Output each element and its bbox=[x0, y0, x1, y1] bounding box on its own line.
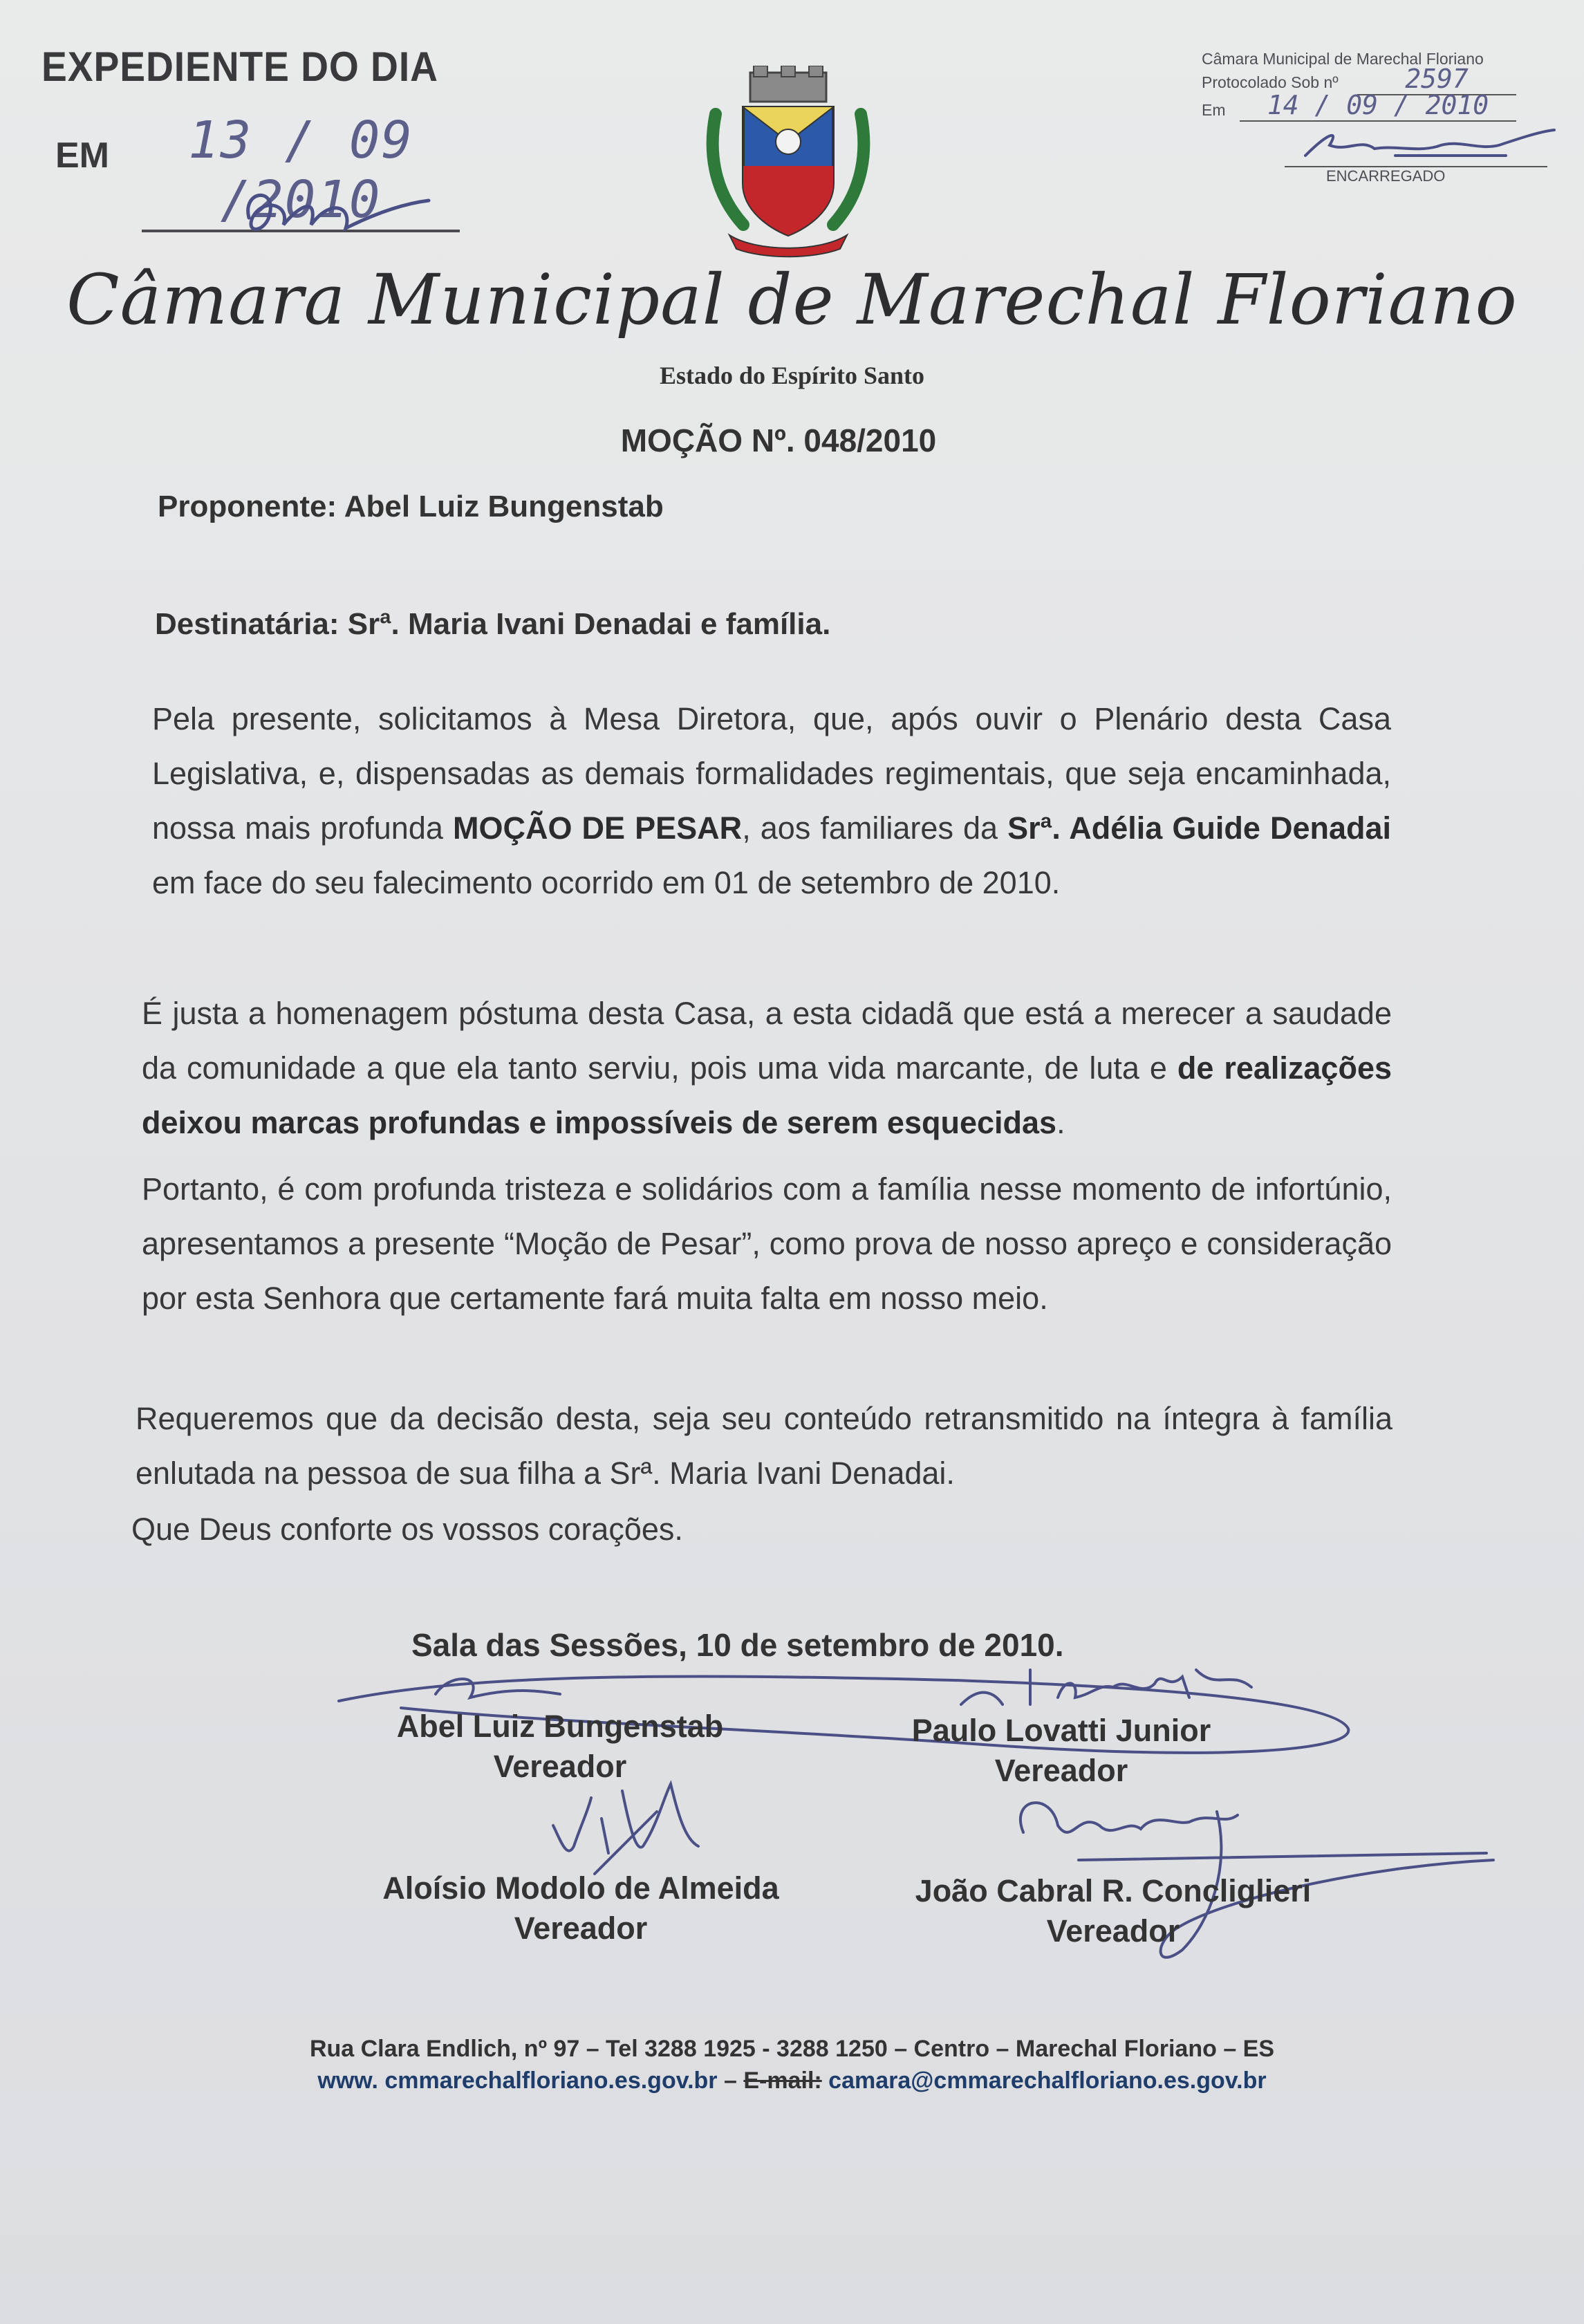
signatory-role: Vereador bbox=[994, 1753, 1128, 1788]
body-p1-bold-mocao: MOÇÃO DE PESAR bbox=[452, 810, 743, 846]
signatory-aloisio bbox=[360, 1868, 802, 1949]
protocol-signature bbox=[1298, 118, 1561, 173]
signature-paulo-lovatti bbox=[954, 1656, 1258, 1718]
signatory-joao bbox=[892, 1871, 1334, 1951]
body-paragraph-1 bbox=[152, 691, 1391, 910]
destinataria-field: Destinatária: Srª. Maria Ivani Denadai e família. bbox=[155, 607, 831, 641]
page-title: Câmara Municipal de Marechal Floriano bbox=[66, 259, 1518, 340]
body-p2-end: . bbox=[1056, 1105, 1065, 1140]
body-p1-text-b: , aos familiares da bbox=[742, 810, 1008, 846]
expediente-initials-signature bbox=[235, 176, 442, 252]
sessions-place-date: Sala das Sessões, 10 de setembro de 2010. bbox=[411, 1627, 1064, 1663]
footer-separator: – bbox=[717, 2067, 744, 2094]
protocol-date-label: Em bbox=[1202, 101, 1226, 119]
signatory-name: Aloísio Modolo de Almeida bbox=[382, 1870, 779, 1906]
signatory-abel bbox=[373, 1707, 747, 1787]
protocol-signer-role: ENCARREGADO bbox=[1326, 167, 1446, 185]
body-p2-bold: de realizações deixou marcas profundas e impossíveis de serem esquecidas bbox=[142, 1050, 1392, 1140]
protocol-stamp bbox=[1202, 50, 1554, 185]
footer-email-label: E-mail: bbox=[743, 2067, 822, 2094]
body-paragraph-4: Requeremos que da decisão desta, seja seu conteúdo retransmitido na íntegra à família enlutada na pessoa de sua filha a Srª. Maria Ivani Denadai. bbox=[136, 1401, 1392, 1491]
body-p1-bold-name: Srª. Adélia Guide Denadai bbox=[1007, 810, 1392, 846]
protocol-date-value: 14 / 09 / 2010 bbox=[1240, 90, 1516, 122]
body-p2-text: É justa a homenagem póstuma desta Casa, a esta cidadã que está a merecer a saudade da comunidade a que ela tanto serviu, pois uma vida marcante, de luta e bbox=[142, 996, 1392, 1086]
footer-contact bbox=[0, 2067, 1584, 2094]
proponente-field: Proponente: Abel Luiz Bungenstab bbox=[158, 490, 664, 523]
page-subtitle: Estado do Espírito Santo bbox=[659, 362, 925, 389]
body-p1-text-c: em face do seu falecimento ocorrido em 01 de setembro de 2010. bbox=[152, 865, 1061, 900]
municipal-coat-of-arms-emblem bbox=[695, 66, 882, 259]
expediente-date-label: EM bbox=[55, 136, 109, 176]
body-paragraph-3: Portanto, é com profunda tristeza e solidários com a família nesse momento de infortúnio, apresentamos a presente “Moção de Pesar”, como prova de nosso apreço e consideração por esta Senhora que certamente fará muita falta em nosso meio. bbox=[142, 1171, 1392, 1316]
protocol-signature-line bbox=[1285, 124, 1547, 167]
expediente-stamp-heading: EXPEDIENTE DO DIA bbox=[41, 44, 438, 90]
signatory-role: Vereador bbox=[1046, 1913, 1180, 1949]
signatory-paulo bbox=[882, 1711, 1241, 1791]
expediente-date-value: 13 / 09 /2010 bbox=[142, 111, 460, 232]
signatory-name: Paulo Lovatti Junior bbox=[911, 1713, 1211, 1748]
footer-address: Rua Clara Endlich, nº 97 – Tel 3288 1925 - 3288 1250 – Centro – Marechal Floriano – ES bbox=[309, 2036, 1275, 2062]
document-number: MOÇÃO Nº. 048/2010 bbox=[620, 422, 937, 458]
protocol-number-label: Protocolado Sob nº bbox=[1202, 73, 1339, 91]
protocol-institution: Câmara Municipal de Marechal Floriano bbox=[1202, 50, 1484, 68]
body-paragraph-5: Que Deus conforte os vossos corações. bbox=[131, 1512, 683, 1547]
signatory-role: Vereador bbox=[514, 1911, 648, 1946]
footer-email-link[interactable]: camara@cmmarechalfloriano.es.gov.br bbox=[821, 2067, 1267, 2094]
signatory-role: Vereador bbox=[493, 1749, 627, 1784]
signatory-name: Abel Luiz Bungenstab bbox=[396, 1709, 724, 1744]
signature-aloisio-modolo bbox=[539, 1770, 705, 1881]
protocol-number-value: 2597 bbox=[1357, 64, 1516, 95]
signatory-name: João Cabral R. Concliglieri bbox=[915, 1873, 1312, 1908]
footer-website-link[interactable]: www. cmmarechalfloriano.es.gov.br bbox=[317, 2067, 718, 2094]
body-paragraph-2 bbox=[142, 986, 1392, 1150]
body-p1-text-a: Pela presente, solicitamos à Mesa Diretora, que, após ouvir o Plenário desta Casa Legislativa, e, dispensadas as demais formalidades regimentais, que seja encaminhada, nossa mais profunda bbox=[152, 701, 1391, 846]
